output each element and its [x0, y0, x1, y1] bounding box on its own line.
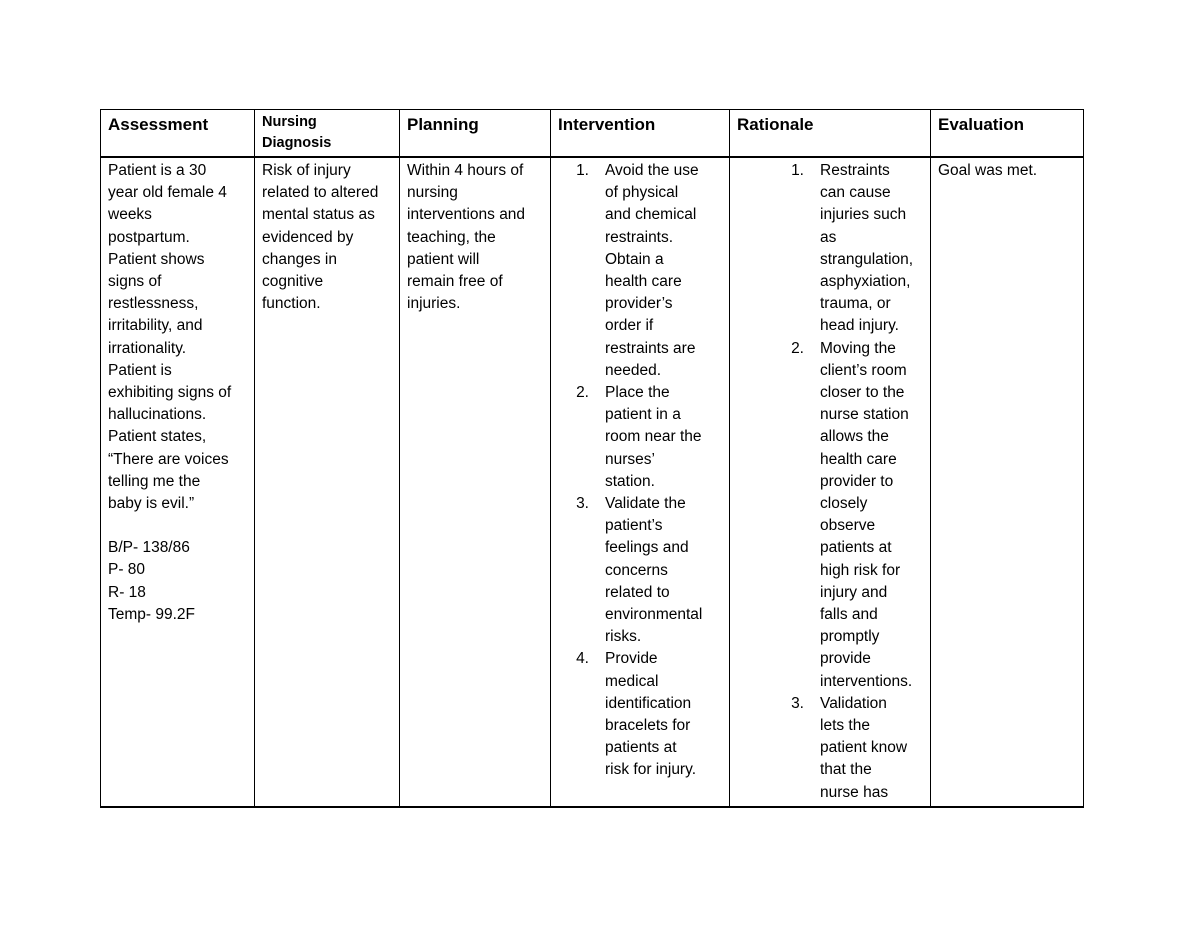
assessment-vitals: B/P- 138/86 P- 80 R- 18 Temp- 99.2F [108, 539, 196, 623]
content-row [101, 157, 1084, 807]
intervention-item [558, 382, 723, 493]
assessment-cell [101, 157, 255, 807]
rationale-list [737, 160, 924, 804]
intervention-number: 1. [576, 162, 589, 179]
nursing-care-plan-table [100, 109, 1084, 808]
rationale-text: Moving the client’s room closer to the nurse station allows the health care provider to closely observe patients at high risk for injury and falls and promptly provide interventions. [820, 339, 913, 690]
intervention-text: Validate the patient’s feelings and concerns related to environmental risks. [605, 495, 703, 646]
nursing-diagnosis-cell [255, 157, 400, 807]
rationale-item [737, 338, 924, 693]
planning-text: Within 4 hours of nursing interventions and teaching, the patient will remain free of injuries. [407, 162, 526, 313]
rationale-number: 3. [791, 694, 804, 712]
intervention-number: 2. [576, 384, 589, 402]
header-intervention: Intervention [551, 110, 730, 158]
rationale-text: Validation lets the patient know that the nurse has [820, 694, 908, 801]
intervention-item [558, 160, 723, 382]
rationale-item [737, 693, 924, 804]
intervention-text: Place the patient in a room near the nurses’ station. [605, 384, 702, 490]
intervention-list [558, 160, 723, 782]
intervention-number: 4. [576, 650, 589, 668]
rationale-number: 1. [791, 162, 804, 179]
evaluation-text: Goal was met. [938, 162, 1038, 179]
intervention-text: Avoid the use of physical and chemical restraints. Obtain a health care provider’s order if restraints are needed. [605, 162, 699, 379]
assessment-narrative: Patient is a 30 year old female 4 weeks postpartum. Patient shows signs of restlessness, irritability, and irrationality. Patient is exhibiting signs of hallucinations. Patient states, “There are voices telling me the baby is evil.” [108, 162, 232, 513]
rationale-item [737, 160, 924, 338]
header-assessment: Assessment [101, 110, 255, 158]
planning-cell [400, 157, 551, 807]
intervention-number: 3. [576, 495, 589, 513]
rationale-cell [730, 157, 931, 807]
header-nursing-diagnosis: Nursing Diagnosis [255, 110, 400, 158]
header-evaluation: Evaluation [931, 110, 1084, 158]
rationale-number: 2. [791, 339, 804, 357]
header-row [101, 110, 1084, 158]
intervention-item [558, 648, 723, 781]
evaluation-cell [931, 157, 1084, 807]
assessment-spacer [108, 515, 248, 537]
intervention-item [558, 493, 723, 648]
header-rationale: Rationale [730, 110, 931, 158]
header-planning: Planning [400, 110, 551, 158]
nursing-diagnosis-text: Risk of injury related to altered mental status as evidenced by changes in cognitive function. [262, 162, 379, 313]
intervention-text: Provide medical identification bracelets for patients at risk for injury. [605, 650, 697, 779]
rationale-text: Restraints can cause injuries such as strangulation, asphyxiation, trauma, or head injury. [820, 162, 914, 335]
intervention-cell [551, 157, 730, 807]
